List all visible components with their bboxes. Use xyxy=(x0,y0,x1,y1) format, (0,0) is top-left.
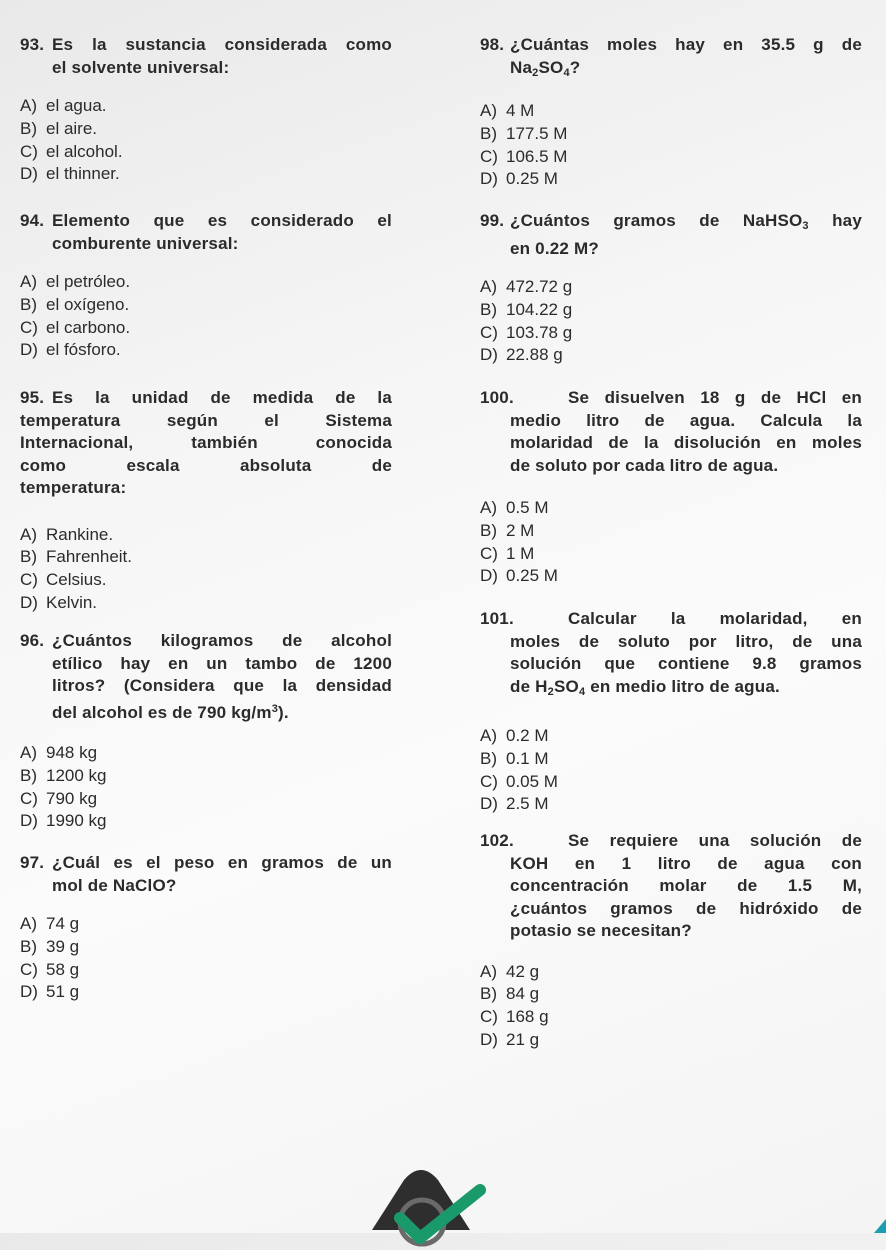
option[interactable]: A) 0.2 M xyxy=(480,726,549,745)
option[interactable]: C) el carbono. xyxy=(20,317,131,337)
question-95 xyxy=(20,387,392,615)
question-stem: 102. Se requiere una solución de KOH en 1 litro de agua con concentración molar de 1.5 M, ¿cuántos gramos de hidróxido de potasio se necesitan? xyxy=(480,831,862,940)
option[interactable]: C) 790 kg xyxy=(20,788,98,808)
question-100 xyxy=(480,387,862,588)
question-number: 99. xyxy=(480,211,505,230)
option[interactable]: B) 104.22 g xyxy=(480,299,573,319)
option[interactable]: C) 106.5 M xyxy=(480,146,568,166)
question-98 xyxy=(480,34,862,191)
option[interactable]: C) 103.78 g xyxy=(480,322,573,342)
option[interactable]: B) Fahrenheit. xyxy=(20,547,132,567)
option[interactable]: A) 42 g xyxy=(480,961,540,981)
option[interactable]: D) 21 g xyxy=(480,1029,540,1049)
option[interactable]: D) 0.25 M xyxy=(480,566,558,586)
question-99 xyxy=(480,210,862,367)
question-number: 102. xyxy=(480,831,514,850)
options-list xyxy=(20,95,392,186)
option[interactable]: D) 2.5 M xyxy=(480,794,549,814)
option[interactable]: C) 58 g xyxy=(20,959,80,979)
option[interactable]: D) el thinner. xyxy=(20,164,120,184)
question-number: 101. xyxy=(480,609,514,628)
question-stem: 99. ¿Cuántos gramos de NaHSO$_3$ hay en 0.22 M? xyxy=(480,211,862,258)
question-94 xyxy=(20,210,392,362)
option[interactable]: C) 0.05 M xyxy=(480,771,558,791)
option[interactable]: B) 0.1 M xyxy=(480,748,549,768)
option[interactable]: D) el fósforo. xyxy=(20,340,121,360)
option[interactable]: B) 1200 kg xyxy=(20,765,107,785)
option[interactable]: C) 1 M xyxy=(480,543,535,563)
option[interactable]: C) 168 g xyxy=(480,1007,549,1027)
option[interactable]: B) 84 g xyxy=(480,984,540,1004)
question-93 xyxy=(20,34,392,186)
question-96 xyxy=(20,630,392,833)
question-number: 98. xyxy=(480,35,505,54)
question-number: 93. xyxy=(20,35,45,54)
question-stem: 101. Calcular la molaridad, en moles de soluto por litro, de una solución que contiene 9.8 gramos de $H_2SO_4$ en medio litro de agua. xyxy=(480,609,862,698)
option[interactable]: B) 2 M xyxy=(480,520,535,540)
option[interactable]: D) 51 g xyxy=(20,982,80,1002)
options-list xyxy=(480,497,862,588)
options-list xyxy=(480,276,862,367)
question-stem: 95. Es la unidad de medida de la temperatura según el Sistema Internacional, también conocida como escala absoluta de temperatura: xyxy=(20,388,392,497)
question-97 xyxy=(20,852,392,1004)
option[interactable]: A) 472.72 g xyxy=(480,277,573,296)
option[interactable]: B) 39 g xyxy=(20,936,80,956)
corner-accent xyxy=(874,1219,886,1233)
option[interactable]: A) 0.5 M xyxy=(480,498,549,517)
question-101 xyxy=(480,608,862,816)
option[interactable]: D) 22.88 g xyxy=(480,345,563,365)
options-list xyxy=(480,100,862,191)
checkmark-badge-icon xyxy=(352,1160,490,1250)
option[interactable]: A) 74 g xyxy=(20,914,80,933)
question-stem: 96. ¿Cuántos kilogramos de alcohol etílico hay en un tambo de 1200 litros? (Considera que la densidad del alcohol es de 790 $kg/m^3$). xyxy=(20,631,392,722)
question-stem: 93. Es la sustancia considerada como el solvente universal: xyxy=(20,35,392,77)
option[interactable]: D) Kelvin. xyxy=(20,592,98,612)
option[interactable]: C) el alcohol. xyxy=(20,141,123,161)
question-number: 100. xyxy=(480,388,514,407)
option[interactable]: A) el petróleo. xyxy=(20,272,131,291)
option[interactable]: A) 4 M xyxy=(480,101,535,120)
options-list xyxy=(480,961,862,1052)
option[interactable]: B) el oxígeno. xyxy=(20,294,130,314)
option[interactable]: A) Rankine. xyxy=(20,524,114,544)
option[interactable]: C) Celsius. xyxy=(20,570,107,590)
question-number: 96. xyxy=(20,631,45,650)
question-number: 95. xyxy=(20,388,45,407)
options-list xyxy=(480,725,862,816)
options-list xyxy=(20,271,392,362)
question-102 xyxy=(480,830,862,1052)
options-list xyxy=(20,742,392,833)
question-number: 94. xyxy=(20,211,45,230)
option[interactable]: D) 1990 kg xyxy=(20,811,107,831)
option[interactable]: A) el agua. xyxy=(20,96,107,115)
question-stem: 94. Elemento que es considerado el comburente universal: xyxy=(20,211,392,253)
option[interactable]: B) el aire. xyxy=(20,118,98,138)
question-number: 97. xyxy=(20,853,45,872)
question-stem: 98. ¿Cuántas moles hay en 35.5 g de $Na_2SO_4$? xyxy=(480,35,862,79)
question-stem: 97. ¿Cuál es el peso en gramos de un mol de NaClO? xyxy=(20,853,392,895)
option[interactable]: B) 177.5 M xyxy=(480,123,568,143)
options-list xyxy=(20,524,392,615)
question-stem: 100. Se disuelven 18 g de HCl en medio litro de agua. Calcula la molaridad de la disolución en moles de soluto por cada litro de agua. xyxy=(480,388,862,475)
option[interactable]: D) 0.25 M xyxy=(480,169,558,189)
option[interactable]: A) 948 kg xyxy=(20,743,98,762)
options-list xyxy=(20,913,392,1004)
